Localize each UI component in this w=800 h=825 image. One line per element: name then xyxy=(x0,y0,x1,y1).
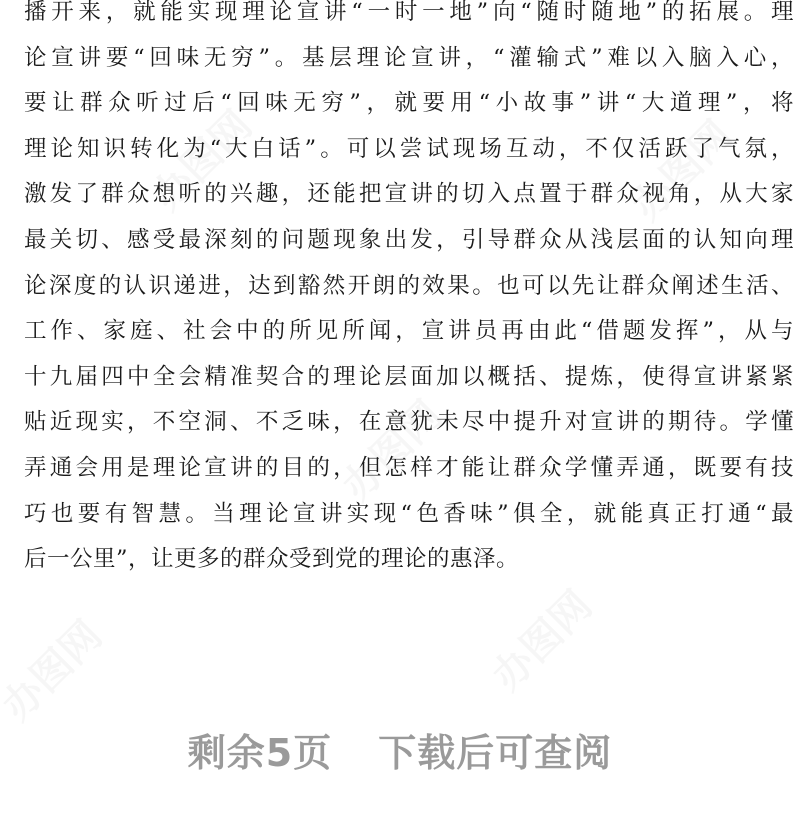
text-line: 论宣讲要“回味无穷”。基层理论宣讲，“灌输式”难以入脑入心， xyxy=(24,44,794,71)
watermark xyxy=(477,576,602,701)
text-line: 播开来，就能实现理论宣讲“一时一地”向“随时随地”的拓展。理 xyxy=(24,0,794,25)
download-prompt-label: 下载后可查阅 xyxy=(378,731,613,775)
text-line: 后一公里”，让更多的群众受到党的理论的惠泽。 xyxy=(24,546,520,573)
text-line: 理论知识转化为“大白话”。可以尝试现场互动，不仅活跃了气氛， xyxy=(24,135,794,162)
text-line: 要让群众听过后“回味无穷”，就要用“小故事”讲“大道理”，将 xyxy=(24,90,794,117)
remaining-pages-label: 剩余5页 xyxy=(187,731,333,775)
download-prompt-banner[interactable] xyxy=(0,722,800,777)
text-line: 巧也要有智慧。当理论宣讲实现“色香味”俱全，就能真正打通“最 xyxy=(24,500,794,527)
text-line: 激发了群众想听的兴趣，还能把宣讲的切入点置于群众视角，从大家 xyxy=(24,181,794,208)
text-line: 弄通会用是理论宣讲的目的，但怎样才能让群众学懂弄通，既要有技 xyxy=(24,454,794,481)
text-line: 贴近现实，不空洞、不乏味，在意犹未尽中提升对宣讲的期待。学懂 xyxy=(24,409,794,436)
text-line: 十九届四中全会精准契合的理论层面加以概括、提炼，使得宣讲紧紧 xyxy=(24,363,794,390)
text-line: 最关切、感受最深刻的问题现象出发，引导群众从浅层面的认知向理 xyxy=(24,226,794,253)
text-line: 论深度的认识递进，达到豁然开朗的效果。也可以先让群众阐述生活、 xyxy=(24,272,794,299)
text-line: 工作、家庭、社会中的所见所闻，宣讲员再由此“借题发挥”，从与 xyxy=(24,318,794,345)
watermark xyxy=(0,606,113,731)
body-text xyxy=(24,0,794,583)
